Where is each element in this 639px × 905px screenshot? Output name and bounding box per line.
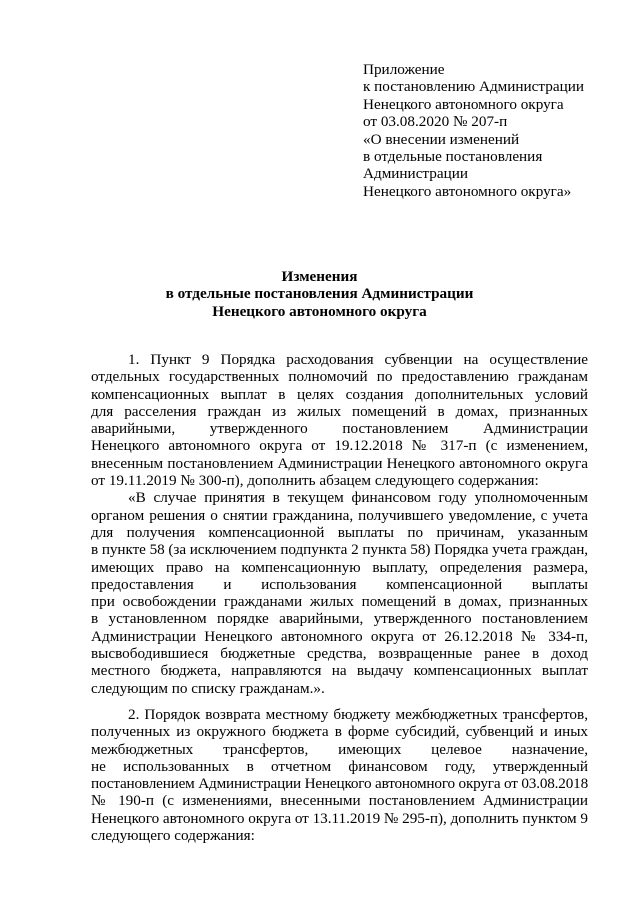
- appendix-line: Ненецкого автономного округа: [363, 95, 564, 113]
- paragraph-line: № 190-п (с изменениями, внесенными постановлением Администрации: [91, 792, 588, 810]
- paragraph-line: Ненецкого автономного округа от 19.12.2018 № 317-п (с изменением,: [91, 437, 588, 455]
- paragraph-line: следующего содержания:: [91, 827, 255, 845]
- paragraph-2: [91, 489, 588, 697]
- paragraph-line: при освобождении гражданами жилых помещений в домах, признанных: [91, 593, 588, 611]
- paragraph-line: Администрации Ненецкого автономного округа от 26.12.2018 № 334-п,: [91, 627, 588, 645]
- paragraph-line: Ненецкого автономного округа от 13.11.2019 № 295-п), дополнить пунктом 9: [91, 809, 588, 827]
- paragraph-line: полученных из окружного бюджета в форме субсидий, субвенций и иных: [91, 723, 588, 741]
- paragraph-line: в пункте 58 (за исключением подпункта 2 пункта 58) Порядка учета граждан,: [91, 541, 588, 559]
- paragraph-line: аварийными, утвержденного постановлением Администрации: [91, 420, 588, 438]
- paragraph-1: [91, 351, 588, 489]
- paragraph-line: для получения компенсационной выплаты по причинам, указанным: [91, 523, 588, 541]
- paragraph-line: от 19.11.2019 № 300-п), дополнить абзацем следующего содержания:: [91, 472, 539, 490]
- paragraph-line: межбюджетных трансфертов, имеющих целевое назначение,: [91, 740, 588, 758]
- paragraph-line: следующим по списку гражданам.».: [91, 679, 325, 697]
- heading-line: Ненецкого автономного округа: [212, 302, 427, 320]
- paragraph-line: постановлением Администрации Ненецкого автономного округа от 03.08.2018: [91, 775, 588, 793]
- paragraph-line: 2. Порядок возврата местному бюджету межбюджетных трансфертов,: [128, 705, 588, 723]
- paragraph-gap: [91, 697, 588, 706]
- paragraph-line: в установленном порядке аварийными, утвержденного постановлением: [91, 610, 588, 628]
- paragraph-line: имеющих право на компенсационную выплату, определения размера,: [91, 558, 588, 576]
- paragraph-line: отдельных государственных полномочий по предоставлению гражданам: [91, 368, 588, 386]
- appendix-line: к постановлению Администрации: [363, 78, 584, 96]
- document-heading: [0, 268, 639, 320]
- paragraph-line: внесенным постановлением Администрации Ненецкого автономного округа: [91, 454, 588, 472]
- heading-line: в отдельные постановления Администрации: [165, 285, 474, 303]
- document-body: [91, 351, 588, 844]
- paragraph-line: предоставления и использования компенсационной выплаты: [91, 575, 588, 593]
- paragraph-3: [91, 706, 588, 844]
- paragraph-line: «В случае принятия в текущем финансовом году уполномоченным: [128, 489, 588, 507]
- paragraph-line: компенсационных выплат в целях создания дополнительных условий: [91, 385, 588, 403]
- appendix-line: от 03.08.2020 № 207-п: [363, 113, 508, 131]
- appendix-line: «О внесении изменений: [363, 130, 520, 148]
- paragraph-line: высвободившиеся бюджетные средства, возвращенные ранее в доход: [91, 645, 588, 663]
- paragraph-line: органом решения о снятии гражданина, получившего уведомление, с учета: [91, 506, 588, 524]
- paragraph-line: для расселения граждан из жилых помещений в домах, признанных: [91, 402, 588, 420]
- paragraph-line: 1. Пункт 9 Порядка расходования субвенции на осуществление: [128, 351, 588, 368]
- appendix-block: [363, 61, 633, 200]
- appendix-line: в отдельные постановления: [363, 148, 543, 166]
- appendix-line: Ненецкого автономного округа»: [363, 182, 572, 200]
- paragraph-line: местного бюджета, направляются на выдачу компенсационных выплат: [91, 662, 588, 680]
- heading-line: Изменения: [281, 268, 358, 285]
- appendix-line: Администрации: [363, 165, 468, 183]
- appendix-line: Приложение: [363, 61, 445, 78]
- paragraph-line: не использованных в отчетном финансовом году, утвержденный: [91, 757, 588, 775]
